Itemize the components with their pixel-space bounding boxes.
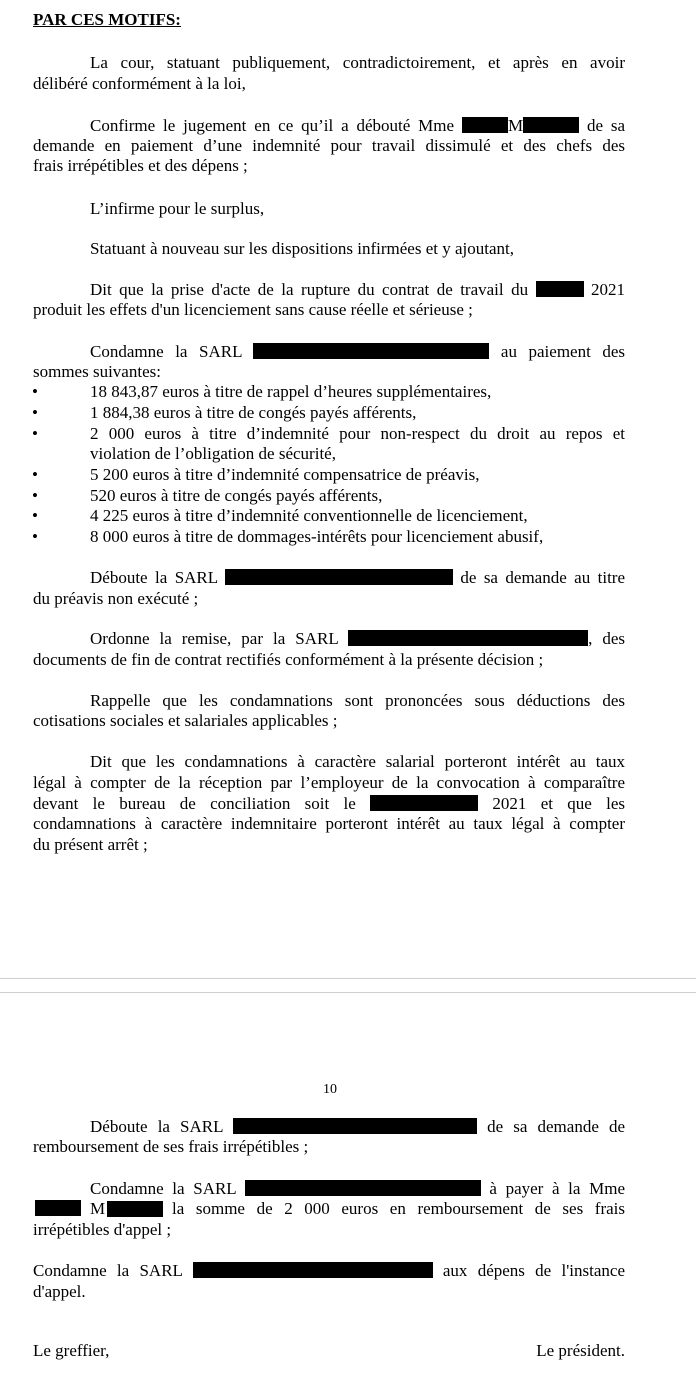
paragraph-line: condamnations à caractère indemnitaire porteront intérêt au taux légal à compter [33,814,625,833]
page-divider [0,992,696,993]
paragraph-line: remboursement de ses frais irrépétibles ; [33,1137,309,1156]
paragraph-line [90,116,625,137]
list-item-continuation: violation de l’obligation de sécurité, [90,444,336,463]
page-divider [0,978,696,979]
paragraph-line [90,280,625,301]
paragraph-line: demande en paiement d’une indemnité pour travail dissimulé et des chefs des [33,136,625,155]
redaction-bar [233,1118,477,1134]
text: 2021 et que les [492,794,626,813]
paragraph-line: du préavis non exécuté ; [33,589,199,608]
paragraph-line: L’infirme pour le surplus, [90,199,265,218]
bullet-icon: • [32,424,38,443]
text: de sa demande au titre [460,568,626,587]
paragraph-line: du présent arrêt ; [33,835,148,854]
text: Déboute la SARL [90,568,218,587]
text: M [90,1199,106,1218]
page-number: 10 [323,1082,337,1097]
text: de sa demande de [487,1117,626,1136]
list-item: 18 843,87 euros à titre de rappel d’heures supplémentaires, [90,382,492,401]
paragraph-line: documents de fin de contrat rectifiés conformément à la présente décision ; [33,650,544,669]
paragraph-line: irrépétibles d'appel ; [33,1220,172,1239]
text: 2021 [591,280,626,299]
redaction-bar [107,1201,163,1217]
bullet-icon: • [32,506,38,525]
text: Déboute la SARL [90,1117,223,1136]
paragraph-line: frais irrépétibles et des dépens ; [33,156,248,175]
bullet-icon: • [32,403,38,422]
paragraph-line [90,629,625,650]
redaction-bar [536,281,584,297]
text: , des [588,629,625,648]
paragraph-line [90,342,625,363]
text: M [507,116,524,135]
list-item: 520 euros à titre de congés payés afférents, [90,486,383,505]
paragraph-line [33,1261,625,1282]
paragraph-line: d'appel. [33,1282,86,1301]
redaction-bar [35,1200,81,1216]
text: Condamne la SARL [90,342,242,361]
text: de sa [586,116,626,135]
paragraph-line: Dit que les condamnations à caractère salarial porteront intérêt au taux [90,752,625,771]
paragraph-line [90,1179,625,1200]
paragraph-line [33,1199,625,1220]
redaction-bar [225,569,453,585]
paragraph-line: La cour, statuant publiquement, contradictoirement, et après en avoir [90,53,625,72]
text: Confirme le jugement en ce qu’il a débouté Mme [90,116,455,135]
text: la somme de 2 000 euros en remboursement de ses frais [172,1199,625,1218]
text: aux dépens de l'instance [442,1261,625,1280]
redaction-bar [523,117,579,133]
paragraph-line [90,568,625,589]
text: au paiement des [500,342,626,361]
text: Condamne la SARL [33,1261,183,1280]
bullet-icon: • [32,527,38,546]
paragraph-line: Rappelle que les condamnations sont prononcées sous déductions des [90,691,625,710]
text: Condamne la SARL [90,1179,237,1198]
redaction-bar [245,1180,481,1196]
section-heading: PAR CES MOTIFS: [33,10,181,29]
redaction-bar [462,117,508,133]
bullet-icon: • [32,465,38,484]
list-item: 4 225 euros à titre d’indemnité conventionnelle de licenciement, [90,506,528,525]
list-item: 2 000 euros à titre d’indemnité pour non-respect du droit au repos et [90,424,625,443]
list-item: 8 000 euros à titre de dommages-intérêts pour licenciement abusif, [90,527,544,546]
list-item: 1 884,38 euros à titre de congés payés afférents, [90,403,417,422]
list-item: 5 200 euros à titre d’indemnité compensatrice de préavis, [90,465,480,484]
redaction-bar [193,1262,433,1278]
text: devant le bureau de conciliation soit le [33,794,356,813]
paragraph-line: sommes suivantes: [33,362,161,381]
paragraph-line: cotisations sociales et salariales applicables ; [33,711,338,730]
text: Dit que la prise d'acte de la rupture du contrat de travail du [90,280,529,299]
redaction-bar [348,630,588,646]
paragraph-line: produit les effets d'un licenciement sans cause réelle et sérieuse ; [33,300,473,319]
text: à payer à la Mme [489,1179,625,1198]
redaction-bar [253,343,489,359]
president-signature-label: Le président. [536,1341,625,1360]
bullet-icon: • [32,486,38,505]
paragraph-line: légal à compter de la réception par l’employeur de la convocation à comparaître [33,773,625,792]
text: Ordonne la remise, par la SARL [90,629,339,648]
paragraph-line: Statuant à nouveau sur les dispositions infirmées et y ajoutant, [90,239,514,258]
paragraph-line [33,794,625,815]
paragraph-line [90,1117,625,1138]
redaction-bar [370,795,478,811]
clerk-signature-label: Le greffier, [33,1341,110,1360]
bullet-icon: • [32,382,38,401]
paragraph-line: délibéré conformément à la loi, [33,74,246,93]
